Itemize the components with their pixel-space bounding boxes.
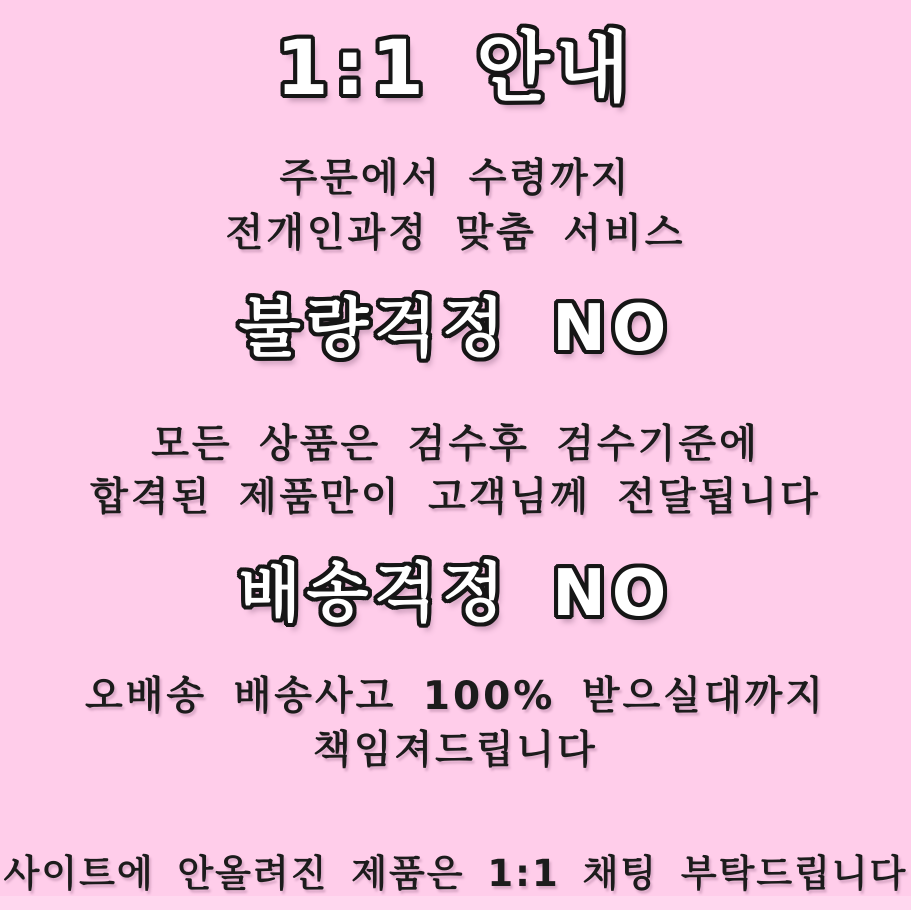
section-shipping-body-line-2: 책임져드립니다 (313, 728, 598, 773)
page-title: 1:1 안내 (275, 23, 636, 112)
section-shipping-body-line-1: 오배송 배송사고 100% 받으실대까지 (85, 674, 826, 719)
section-heading-defect: 불량걱정 NO (238, 292, 673, 366)
bottom-strip (0, 896, 911, 910)
section-defect-body-line-1: 모든 상품은 검수후 검수기준에 (151, 422, 760, 467)
section-defect-body-line-2: 합격된 제품만이 고객님께 전달됩니다 (90, 475, 821, 520)
footer-note: 사이트에 안올려진 제품은 1:1 채팅 부탁드립니다 (3, 852, 908, 895)
section-heading-shipping: 배송걱정 NO (238, 557, 673, 631)
intro-line-1: 주문에서 수령까지 (279, 156, 632, 201)
intro-line-2: 전개인과정 맞춤 서비스 (225, 211, 686, 256)
